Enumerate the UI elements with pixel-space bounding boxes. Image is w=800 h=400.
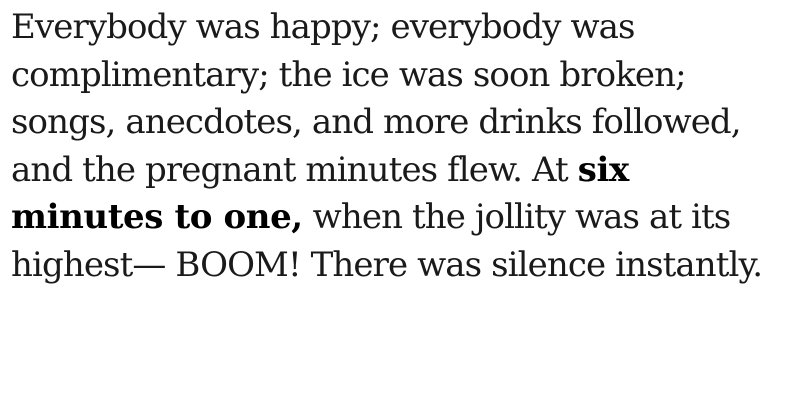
passage-line-4-text: and the pregnant minutes flew. At [11,149,578,190]
story-passage [11,4,791,289]
passage-line-6: highest— BOOM! There was silence instantly. [11,244,763,285]
emphasized-text-minutes-to-one: minutes to one, [11,197,303,237]
passage-line-2: complimentary; the ice was soon broken; [11,54,686,95]
passage-line-5 [11,194,791,242]
passage-line-3: songs, anecdotes, and more drinks followed, [11,102,741,142]
emphasized-text-six: six [577,149,629,190]
passage-line-4 [11,147,791,195]
passage-line-5-text: when the jollity was at its [302,197,731,237]
passage-line-1: Everybody was happy; everybody was [11,7,635,47]
